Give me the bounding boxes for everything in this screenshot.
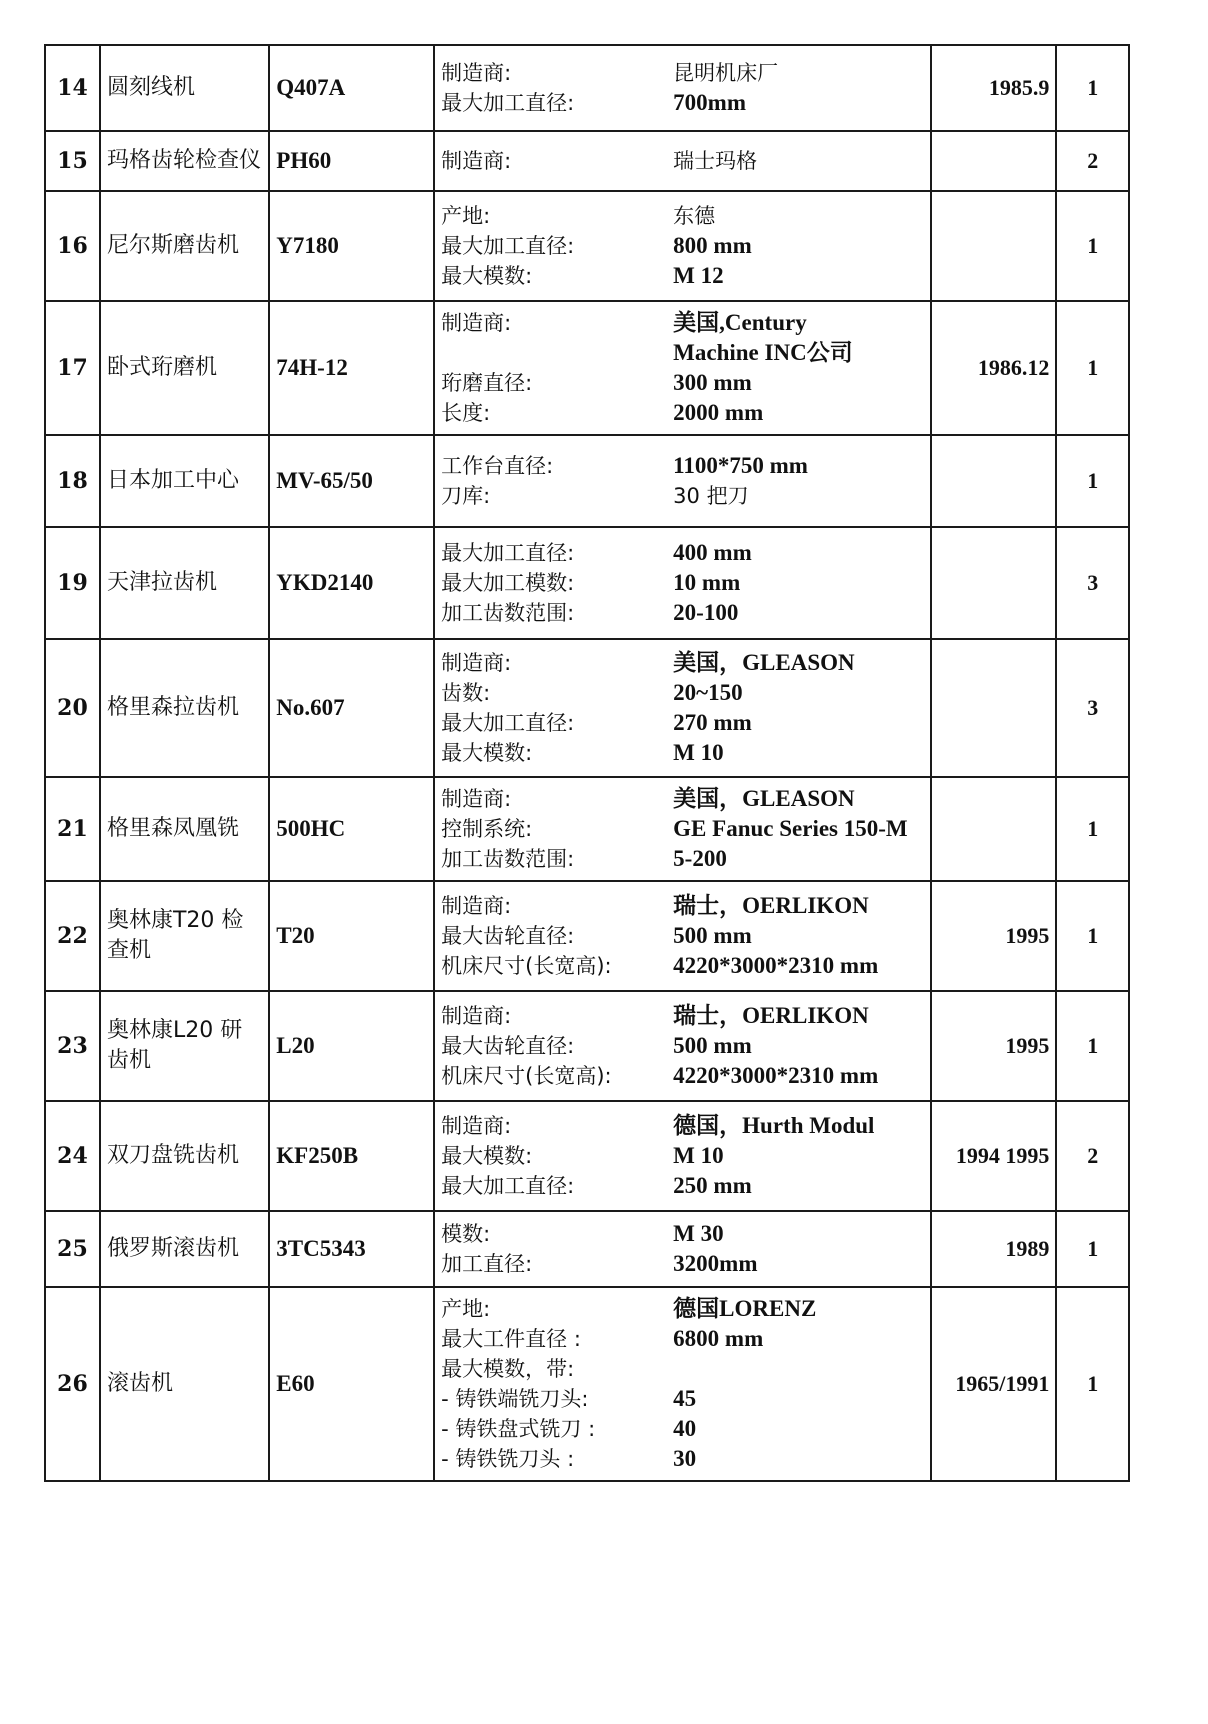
spec-line <box>441 844 924 874</box>
spec-line <box>441 1444 924 1474</box>
spec-label: 最大加工直径: <box>441 541 575 565</box>
spec-label: 制造商: <box>441 787 512 811</box>
equipment-row <box>45 639 1129 777</box>
equipment-name: 奥林康T20 检查机 <box>100 881 269 991</box>
spec-line <box>441 88 924 118</box>
spec-value: 5-200 <box>673 846 727 871</box>
row-number: 16 <box>45 191 100 301</box>
equipment-model: Y7180 <box>269 191 434 301</box>
spec-label: 齿数: <box>441 681 491 705</box>
row-number: 18 <box>45 435 100 527</box>
spec-line <box>441 451 924 481</box>
spec-label: 加工齿数范围: <box>441 847 575 871</box>
year-value <box>931 191 1056 301</box>
spec-value: 4220*3000*2310 mm <box>673 953 879 978</box>
equipment-model: Q407A <box>269 45 434 131</box>
equipment-row <box>45 1287 1129 1481</box>
spec-line <box>441 1031 924 1061</box>
equipment-row <box>45 1101 1129 1211</box>
spec-label: 制造商: <box>441 1114 512 1138</box>
row-number: 25 <box>45 1211 100 1287</box>
spec-value: 1100*750 mm <box>673 453 808 478</box>
spec-label: 最大加工模数: <box>441 571 575 595</box>
year-value <box>931 435 1056 527</box>
quantity-value: 3 <box>1056 639 1129 777</box>
spec-line <box>441 1354 924 1384</box>
spec-line <box>441 308 924 338</box>
spec-line <box>441 146 924 176</box>
equipment-name: 玛格齿轮检查仪 <box>100 131 269 191</box>
spec-value: 瑞士，OERLIKON <box>673 893 869 918</box>
spec-label: 工作台直径: <box>441 454 554 478</box>
equipment-row <box>45 191 1129 301</box>
spec-line <box>441 1384 924 1414</box>
equipment-name: 格里森凤凰铣 <box>100 777 269 881</box>
spec-label: 制造商: <box>441 1004 512 1028</box>
equipment-row <box>45 527 1129 639</box>
spec-line <box>441 814 924 844</box>
equipment-model: PH60 <box>269 131 434 191</box>
spec-label: 最大模数: <box>441 264 533 288</box>
equipment-model: MV-65/50 <box>269 435 434 527</box>
spec-value: 德国LORENZ <box>673 1296 817 1321</box>
spec-label: 制造商: <box>441 61 512 85</box>
spec-line <box>441 738 924 768</box>
spec-value: 500 mm <box>673 1033 752 1058</box>
quantity-value: 1 <box>1056 45 1129 131</box>
spec-line <box>441 784 924 814</box>
quantity-value: 3 <box>1056 527 1129 639</box>
row-number: 20 <box>45 639 100 777</box>
spec-value: 20~150 <box>673 680 743 705</box>
row-number: 19 <box>45 527 100 639</box>
spec-value: 瑞士，OERLIKON <box>673 1003 869 1028</box>
spec-line <box>441 368 924 398</box>
spec-label: 珩磨直径: <box>441 371 533 395</box>
equipment-row <box>45 991 1129 1101</box>
spec-cell <box>434 191 931 301</box>
spec-label: 制造商: <box>441 894 512 918</box>
row-number: 22 <box>45 881 100 991</box>
spec-label: 机床尺寸(长宽高): <box>441 1064 612 1088</box>
spec-value: 400 mm <box>673 540 752 565</box>
spec-value: 20-100 <box>673 600 739 625</box>
equipment-name: 俄罗斯滚齿机 <box>100 1211 269 1287</box>
spec-cell <box>434 881 931 991</box>
spec-line <box>441 951 924 981</box>
quantity-value: 1 <box>1056 881 1129 991</box>
spec-line <box>441 1219 924 1249</box>
spec-line <box>441 231 924 261</box>
spec-line <box>441 1141 924 1171</box>
spec-line <box>441 1294 924 1324</box>
quantity-value: 2 <box>1056 1101 1129 1211</box>
year-value: 1995 <box>931 881 1056 991</box>
equipment-model: T20 <box>269 881 434 991</box>
spec-label: 制造商: <box>441 651 512 675</box>
spec-label: 长度: <box>441 401 491 425</box>
spec-line <box>441 891 924 921</box>
equipment-row <box>45 301 1129 435</box>
spec-cell <box>434 131 931 191</box>
equipment-name: 日本加工中心 <box>100 435 269 527</box>
spec-value: 美国，GLEASON <box>673 786 855 811</box>
spec-label: 最大模数，带: <box>441 1357 575 1381</box>
year-value: 1986.12 <box>931 301 1056 435</box>
quantity-value: 2 <box>1056 131 1129 191</box>
spec-line <box>441 1249 924 1279</box>
equipment-name: 双刀盘铣齿机 <box>100 1101 269 1211</box>
equipment-name: 奥林康L20 研齿机 <box>100 991 269 1101</box>
spec-cell <box>434 1101 931 1211</box>
spec-label: 产地: <box>441 1297 491 1321</box>
spec-line <box>441 1111 924 1141</box>
year-value <box>931 777 1056 881</box>
equipment-row <box>45 131 1129 191</box>
year-value <box>931 639 1056 777</box>
spec-label: - 铸铁铣刀头 : <box>441 1447 575 1471</box>
quantity-value: 1 <box>1056 1211 1129 1287</box>
spec-value: 瑞士玛格 <box>673 149 758 173</box>
spec-label: 加工齿数范围: <box>441 601 575 625</box>
equipment-model: KF250B <box>269 1101 434 1211</box>
equipment-model: 500HC <box>269 777 434 881</box>
spec-line <box>441 1324 924 1354</box>
spec-label <box>441 338 673 368</box>
spec-cell <box>434 777 931 881</box>
equipment-name: 滚齿机 <box>100 1287 269 1481</box>
spec-label: - 铸铁端铣刀头: <box>441 1387 589 1411</box>
spec-cell <box>434 1287 931 1481</box>
year-value <box>931 131 1056 191</box>
spec-value: M 10 <box>673 740 724 765</box>
spec-cell <box>434 301 931 435</box>
spec-label: 最大模数: <box>441 741 533 765</box>
spec-label: 刀库: <box>441 484 491 508</box>
equipment-model: E60 <box>269 1287 434 1481</box>
spec-value: 东德 <box>673 204 716 228</box>
spec-label: 制造商: <box>441 149 512 173</box>
equipment-row <box>45 777 1129 881</box>
spec-value: M 10 <box>673 1143 724 1168</box>
spec-line <box>441 1414 924 1444</box>
year-value: 1995 <box>931 991 1056 1101</box>
spec-value: 40 <box>673 1416 697 1441</box>
spec-label: 最大齿轮直径: <box>441 924 575 948</box>
quantity-value: 1 <box>1056 301 1129 435</box>
equipment-name: 圆刻线机 <box>100 45 269 131</box>
equipment-model: 74H-12 <box>269 301 434 435</box>
row-number: 15 <box>45 131 100 191</box>
spec-value: GE Fanuc Series 150-M <box>673 816 908 841</box>
spec-label: 最大模数: <box>441 1144 533 1168</box>
spec-cell <box>434 639 931 777</box>
spec-line <box>441 58 924 88</box>
spec-value: 10 mm <box>673 570 741 595</box>
spec-value: 美国，GLEASON <box>673 650 855 675</box>
equipment-row <box>45 435 1129 527</box>
spec-value: M 12 <box>673 263 724 288</box>
equipment-name: 卧式珩磨机 <box>100 301 269 435</box>
spec-label: 加工直径: <box>441 1252 533 1276</box>
spec-line <box>441 201 924 231</box>
spec-label: 最大加工直径: <box>441 1174 575 1198</box>
spec-line <box>441 708 924 738</box>
spec-label: 模数: <box>441 1222 491 1246</box>
equipment-model: No.607 <box>269 639 434 777</box>
spec-value: 250 mm <box>673 1173 752 1198</box>
spec-line <box>441 568 924 598</box>
spec-value: M 30 <box>673 1221 724 1246</box>
spec-value: 500 mm <box>673 923 752 948</box>
equipment-row <box>45 881 1129 991</box>
spec-cell <box>434 435 931 527</box>
spec-cell <box>434 45 931 131</box>
spec-line <box>441 338 924 368</box>
year-value <box>931 527 1056 639</box>
spec-line <box>441 261 924 291</box>
spec-value: 30 把刀 <box>673 484 749 508</box>
equipment-row <box>45 1211 1129 1287</box>
spec-value: 3200mm <box>673 1251 758 1276</box>
quantity-value: 1 <box>1056 1287 1129 1481</box>
spec-line <box>441 648 924 678</box>
spec-cell <box>434 1211 931 1287</box>
spec-value: 300 mm <box>673 370 752 395</box>
equipment-name: 天津拉齿机 <box>100 527 269 639</box>
quantity-value: 1 <box>1056 435 1129 527</box>
spec-label: 最大工件直径 : <box>441 1327 581 1351</box>
row-number: 23 <box>45 991 100 1101</box>
equipment-table <box>44 44 1130 1482</box>
spec-value: 800 mm <box>673 233 752 258</box>
quantity-value: 1 <box>1056 777 1129 881</box>
spec-line <box>441 1171 924 1201</box>
quantity-value: 1 <box>1056 191 1129 301</box>
row-number: 26 <box>45 1287 100 1481</box>
spec-label: 控制系统: <box>441 817 533 841</box>
spec-value: 30 <box>673 1446 697 1471</box>
spec-value: 2000 mm <box>673 400 764 425</box>
row-number: 17 <box>45 301 100 435</box>
spec-line <box>441 538 924 568</box>
spec-label: 最大加工直径: <box>441 91 575 115</box>
spec-label: 最大齿轮直径: <box>441 1034 575 1058</box>
year-value: 1965/1991 <box>931 1287 1056 1481</box>
equipment-model: YKD2140 <box>269 527 434 639</box>
spec-value: 德国，Hurth Modul <box>673 1113 875 1138</box>
spec-label: 产地: <box>441 204 491 228</box>
spec-label: 机床尺寸(长宽高): <box>441 954 612 978</box>
spec-value: 45 <box>673 1386 697 1411</box>
spec-line <box>441 598 924 628</box>
year-value: 1994 1995 <box>931 1101 1056 1211</box>
spec-line <box>441 678 924 708</box>
row-number: 14 <box>45 45 100 131</box>
equipment-name: 尼尔斯磨齿机 <box>100 191 269 301</box>
spec-line <box>441 1001 924 1031</box>
spec-line <box>441 921 924 951</box>
equipment-name: 格里森拉齿机 <box>100 639 269 777</box>
spec-line <box>441 481 924 511</box>
row-number: 24 <box>45 1101 100 1211</box>
spec-value: 美国,Century <box>673 310 807 335</box>
year-value: 1989 <box>931 1211 1056 1287</box>
spec-value: 270 mm <box>673 710 752 735</box>
spec-value: 6800 mm <box>673 1326 764 1351</box>
spec-line <box>441 1061 924 1091</box>
equipment-model: 3TC5343 <box>269 1211 434 1287</box>
equipment-rows <box>45 45 1129 1481</box>
spec-cell <box>434 991 931 1101</box>
equipment-model: L20 <box>269 991 434 1101</box>
spec-value: 700mm <box>673 90 746 115</box>
spec-label: 最大加工直径: <box>441 234 575 258</box>
spec-label: 最大加工直径: <box>441 711 575 735</box>
spec-value: Machine INC公司 <box>673 340 853 365</box>
quantity-value: 1 <box>1056 991 1129 1101</box>
equipment-row <box>45 45 1129 131</box>
spec-label: - 铸铁盘式铣刀 : <box>441 1417 596 1441</box>
spec-cell <box>434 527 931 639</box>
year-value: 1985.9 <box>931 45 1056 131</box>
row-number: 21 <box>45 777 100 881</box>
spec-label: 制造商: <box>441 311 512 335</box>
spec-value: 昆明机床厂 <box>673 61 779 85</box>
spec-line <box>441 398 924 428</box>
spec-value: 4220*3000*2310 mm <box>673 1063 879 1088</box>
